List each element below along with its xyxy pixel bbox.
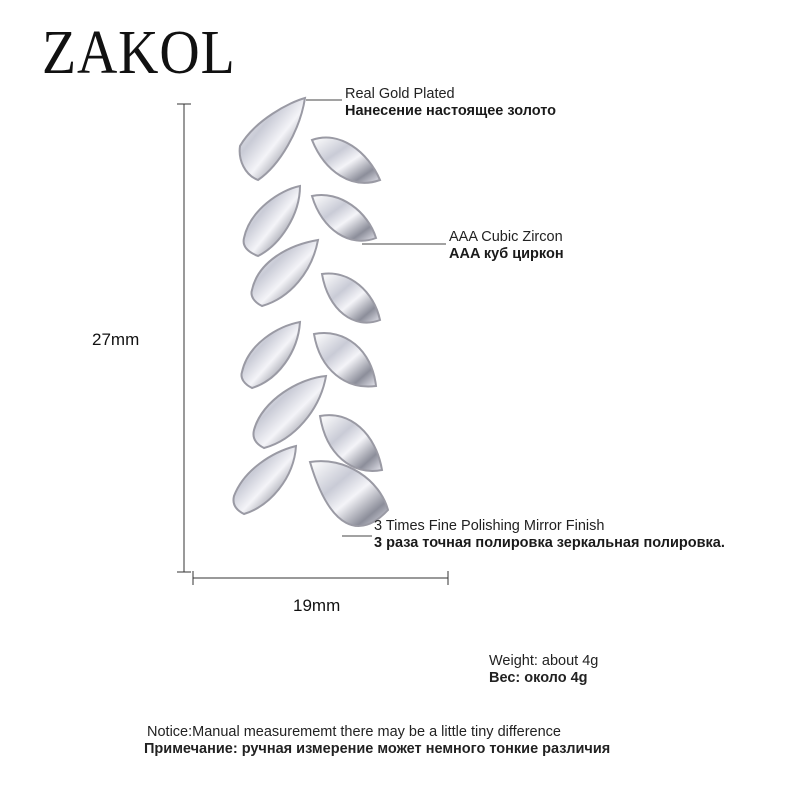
gold-plated-callout [345,86,556,120]
mirror-finish-label-en: 3 Times Fine Polishing Mirror Finish [374,518,605,534]
height-dimension-line [177,104,191,572]
notice-info [144,724,611,758]
brand-logo: ZAKOL [42,19,236,87]
mirror-finish-label-ru: 3 раза точная полировка зеркальная полировка. [374,535,725,551]
earring-illustration [233,98,388,526]
notice-label-ru: Примечание: ручная измерение может немного тонкие различия [144,741,611,757]
cubic-zircon-callout [449,229,564,263]
width-dimension-label: 19mm [293,596,341,615]
gold-plated-label-ru: Нанесение настоящее золото [345,103,557,119]
weight-label-ru: Вес: около 4g [489,670,588,686]
gold-plated-label-en: Real Gold Plated [345,86,455,102]
height-dimension-label: 27mm [92,330,140,349]
weight-info [489,653,598,687]
cubic-zircon-label-ru: AAA куб циркон [449,246,564,262]
weight-label-en: Weight: about 4g [489,653,599,669]
width-dimension-line [193,571,448,585]
cubic-zircon-label-en: AAA Cubic Zircon [449,229,563,245]
mirror-finish-callout [374,518,725,552]
notice-label-en: Notice:Manual measurememt there may be a little tiny difference [147,724,561,740]
